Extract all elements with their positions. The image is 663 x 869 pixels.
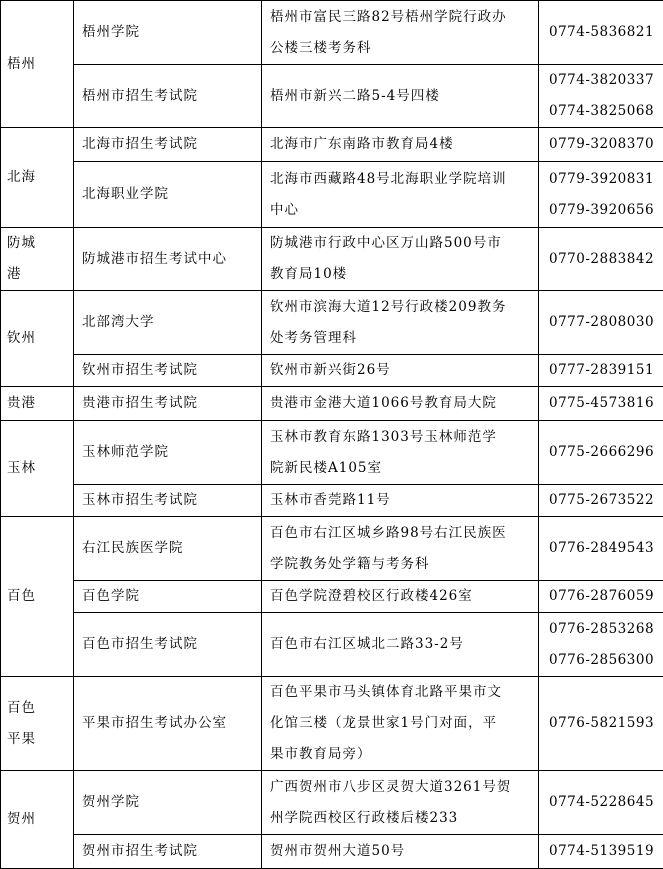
table-row <box>1 517 663 581</box>
phone-number: 0774-5836821 <box>549 17 655 48</box>
address-cell <box>262 421 539 485</box>
address-line: 州学院西校区行政楼后楼233 <box>270 803 530 834</box>
phone-number: 0776-2849543 <box>549 533 655 564</box>
institution-cell: 右江民族医学院 <box>74 517 262 581</box>
table-row <box>1 291 663 355</box>
institution-cell: 防城港市招生考试中心 <box>74 228 262 291</box>
address-cell <box>262 771 539 835</box>
institution-cell: 平果市招生考试办公室 <box>74 677 262 771</box>
city-cell <box>1 771 74 869</box>
table-row <box>1 835 663 869</box>
address-line: 百色学院澄碧校区行政楼426室 <box>270 581 530 612</box>
city-cell: 百色 平果 <box>1 677 74 771</box>
phone-number: 0775-4573816 <box>549 388 655 419</box>
address-line: 北海市广东南路市教育局4楼 <box>270 129 530 160</box>
institution-cell: 梧州市招生考试院 <box>74 65 262 128</box>
table-row <box>1 65 663 128</box>
phone-cell <box>539 771 663 835</box>
institution-cell: 玉林市招生考试院 <box>74 485 262 517</box>
address-line: 处考务管理科 <box>270 323 530 354</box>
phone-number: 0770-2883842 <box>549 244 655 275</box>
table-row <box>1 355 663 387</box>
address-line: 学院教务处学籍与考务科 <box>270 549 530 580</box>
address-cell <box>262 613 539 677</box>
phone-cell <box>539 421 663 485</box>
phone-number: 0774-3820337 <box>549 65 655 96</box>
address-cell <box>262 581 539 613</box>
table-row <box>1 387 663 421</box>
city-label: 梧州 <box>7 56 36 72</box>
phone-cell <box>539 485 663 517</box>
address-cell <box>262 355 539 387</box>
address-line: 贺州市贺州大道50号 <box>270 836 530 867</box>
address-line: 果市教育局旁） <box>270 739 530 770</box>
table-row <box>1 771 663 835</box>
address-cell <box>262 65 539 128</box>
address-line: 梧州市富民三路82号梧州学院行政办 <box>270 2 530 33</box>
address-cell <box>262 517 539 581</box>
table-row <box>1 421 663 485</box>
address-cell <box>262 128 539 162</box>
city-label: 贵港 <box>7 395 36 411</box>
address-cell <box>262 387 539 421</box>
phone-number: 0777-2839151 <box>549 355 655 386</box>
institution-cell: 北海市招生考试院 <box>74 128 262 162</box>
table-row <box>1 1 663 65</box>
city-cell <box>1 291 74 387</box>
phone-number: 0779-3208370 <box>549 129 655 160</box>
address-line: 院新民楼A105室 <box>270 453 530 484</box>
table-row <box>1 485 663 517</box>
phone-cell <box>539 291 663 355</box>
phone-cell <box>539 517 663 581</box>
address-line: 钦州市新兴街26号 <box>270 355 530 386</box>
city-label: 北海 <box>7 169 36 185</box>
city-label: 钦州 <box>7 330 36 346</box>
phone-number: 0779-3920831 <box>549 164 655 195</box>
table-body <box>1 1 663 869</box>
city-cell <box>1 517 74 677</box>
institution-cell: 梧州学院 <box>74 1 262 65</box>
phone-number: 0776-2876059 <box>549 581 655 612</box>
address-line: 防城港市行政中心区万山路500号市 <box>270 228 530 259</box>
address-line: 公楼三楼考务科 <box>270 33 530 64</box>
table-row <box>1 162 663 228</box>
table-row <box>1 677 663 771</box>
institution-cell: 贺州学院 <box>74 771 262 835</box>
address-cell <box>262 485 539 517</box>
address-cell <box>262 677 539 771</box>
address-line: 广西贺州市八步区灵贺大道3261号贺 <box>270 772 530 803</box>
city-cell <box>1 1 74 128</box>
institution-cell: 北部湾大学 <box>74 291 262 355</box>
phone-cell <box>539 128 663 162</box>
city-label: 贺州 <box>7 811 36 827</box>
institution-cell: 百色市招生考试院 <box>74 613 262 677</box>
address-line: 钦州市滨海大道12号行政楼209教务 <box>270 292 530 323</box>
phone-cell <box>539 677 663 771</box>
city-cell <box>1 387 74 421</box>
phone-number: 0776-2856300 <box>549 645 655 676</box>
city-cell <box>1 421 74 517</box>
city-label: 百色 <box>7 588 36 604</box>
phone-number: 0774-5139519 <box>549 836 655 867</box>
address-line: 中心 <box>270 195 530 226</box>
address-cell <box>262 291 539 355</box>
institution-cell: 贵港市招生考试院 <box>74 387 262 421</box>
phone-number: 0777-2808030 <box>549 307 655 338</box>
city-cell: 防城 港 <box>1 228 74 291</box>
phone-cell <box>539 613 663 677</box>
phone-cell <box>539 581 663 613</box>
institution-cell: 玉林师范学院 <box>74 421 262 485</box>
phone-cell <box>539 228 663 291</box>
institution-cell: 贺州市招生考试院 <box>74 835 262 869</box>
institution-cell: 钦州市招生考试院 <box>74 355 262 387</box>
phone-number: 0774-3825068 <box>549 96 655 127</box>
address-cell <box>262 162 539 228</box>
phone-number: 0776-5821593 <box>549 708 655 739</box>
address-line: 梧州市新兴二路5-4号四楼 <box>270 81 530 112</box>
address-line: 百色市右江区城乡路98号右江民族医 <box>270 518 530 549</box>
phone-number: 0774-5228645 <box>549 787 655 818</box>
institution-cell: 北海职业学院 <box>74 162 262 228</box>
table-row <box>1 128 663 162</box>
address-line: 化馆三楼（龙景世家1号门对面，平 <box>270 708 530 739</box>
table-row <box>1 228 663 291</box>
table-row <box>1 581 663 613</box>
address-line: 百色市右江区城北二路33-2号 <box>270 629 530 660</box>
city-label: 玉林 <box>7 460 36 476</box>
address-cell <box>262 228 539 291</box>
address-line: 玉林市香莞路11号 <box>270 485 530 516</box>
address-line: 玉林市教育东路1303号玉林师范学 <box>270 422 530 453</box>
address-line: 北海市西藏路48号北海职业学院培训 <box>270 164 530 195</box>
phone-cell <box>539 162 663 228</box>
address-cell <box>262 835 539 869</box>
address-cell <box>262 1 539 65</box>
institution-cell: 百色学院 <box>74 581 262 613</box>
phone-number: 0775-2666296 <box>549 437 655 468</box>
phone-cell <box>539 1 663 65</box>
address-line: 百色平果市马头镇体育北路平果市文 <box>270 677 530 708</box>
phone-cell <box>539 355 663 387</box>
city-cell <box>1 128 74 228</box>
address-line: 贵港市金港大道1066号教育局大院 <box>270 388 530 419</box>
phone-number: 0779-3920656 <box>549 195 655 226</box>
address-line: 教育局10楼 <box>270 259 530 290</box>
phone-cell <box>539 65 663 128</box>
phone-number: 0776-2853268 <box>549 614 655 645</box>
phone-number: 0775-2673522 <box>549 485 655 516</box>
phone-cell <box>539 387 663 421</box>
phone-cell <box>539 835 663 869</box>
table-row <box>1 613 663 677</box>
